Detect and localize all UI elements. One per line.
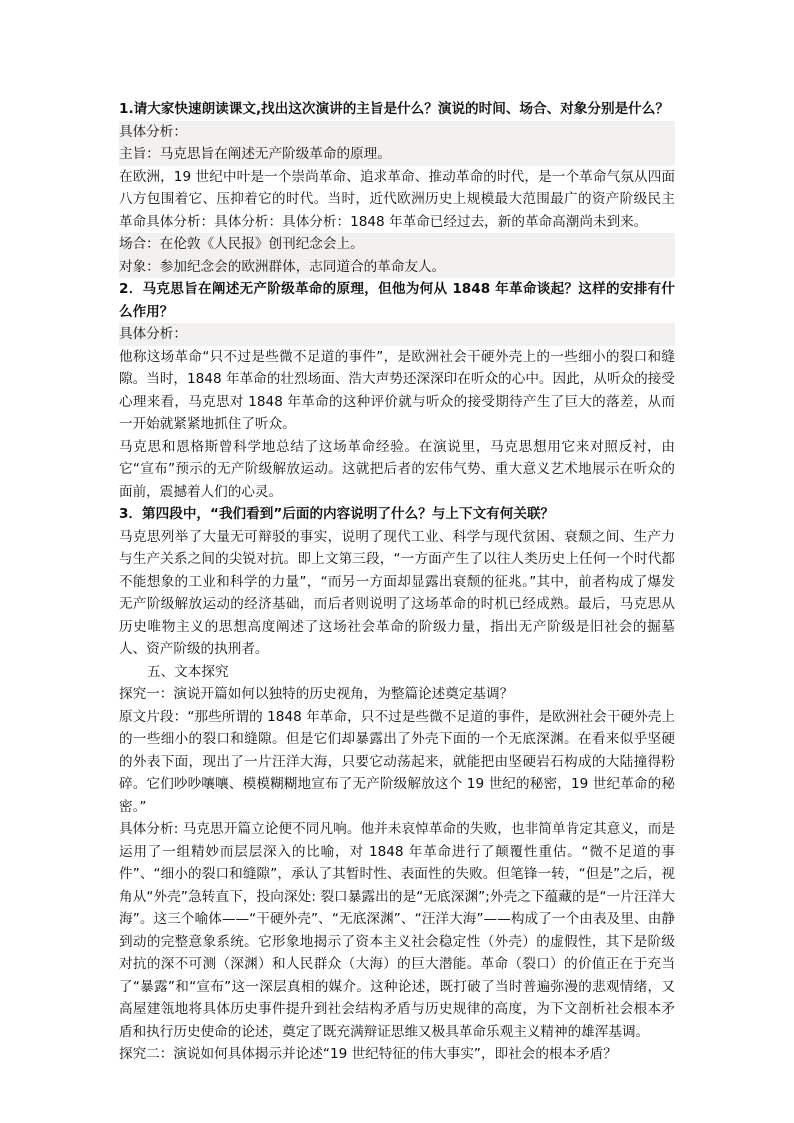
exploration-1-heading: 探究一：演说开篇如何以独特的历史视角，为整篇论述奠定基调？ bbox=[119, 686, 514, 702]
source-excerpt: 原文片段：“那些所谓的 1848 年革命，只不过是些微不足道的事件，是欧洲社会干硬外壳上的一些细小的裂口和缝隙。但是它们却暴露出了外壳下面的一个无底深渊。在看来似乎坚硬的外表下面，现出了一片汪洋大海，只要它动荡起来，就能把由坚硬岩石构成的大陆撞得粉碎。它们吵吵嚷嚷、模模糊糊地宣布了无产阶级解放这个 19 世纪的秘密，19 世纪革命的秘密。” bbox=[119, 708, 675, 815]
question-2-answer-paragraph: 马克思和恩格斯曾科学地总结了这场革命经验。在演说里，马克思想用它来对照反衬，由它“宣布”预示的无产阶级解放运动。这就把后者的宏伟气势、重大意义艺术地展示在听众的面前，震撼着人们的心灵。 bbox=[119, 438, 675, 500]
occasion-answer: 场合：在伦敦《人民报》创刊纪念会上。 bbox=[119, 233, 675, 256]
question-3-heading: 3．第四段中，“我们看到”后面的内容说明了什么？与上下文有何关联？ bbox=[119, 506, 555, 522]
exploration-2-heading: 探究二：演说如何具体揭示并论述“19 世纪特征的伟大事实”，即社会的根本矛盾？ bbox=[119, 1046, 617, 1062]
question-2-answer-paragraph: 他称这场革命“只不过是些微不足道的事件”，是欧洲社会干硬外壳上的一些细小的裂口和缝隙。当时，1848 年革命的壮烈场面、浩大声势还深深印在听众的心中。因此，从听众的接受心理来看，马克思对 1848 年革命的这种评价就与听众的接受期待产生了巨大的落差，从而一开始就紧紧地抓住了听众。 bbox=[119, 348, 675, 432]
question-3-answer-paragraph: 马克思列举了大量无可辩驳的事实，说明了现代工业、科学与现代贫困、衰颓之间、生产力与生产关系之间的尖锐对抗。即上文第三段，“一方面产生了以往人类历史上任何一个时代都不能想象的工业和科学的力量”，“而另一方面却显露出衰颓的征兆。”其中，前者构成了爆发无产阶级解放运动的经济基础，而后者则说明了这场革命的时机已经成熟。最后，马克思从历史唯物主义的思想高度阐述了这场社会革命的阶级力量，指出无产阶级是旧社会的掘墓人、资产阶级的执刑者。 bbox=[119, 528, 675, 657]
time-answer: 在欧洲，19 世纪中叶是一个崇尚革命、追求革命、推动革命的时代，是一个革命气氛从四面八方包围着它、压抑着它的时代。当时，近代欧洲历史上规模最大范围最广的资产阶级民主革命具体分析：具体分析：具体分析：1848 年革命已经过去，新的革命高潮尚未到来。 bbox=[119, 168, 675, 230]
question-1-heading: 1.请大家快速朗读课文,找出这次演讲的主旨是什么？演说的时间、场合、对象分别是什么？ bbox=[119, 101, 669, 117]
document-page bbox=[119, 98, 675, 1066]
theme-answer: 主旨：马克思旨在阐述无产阶级革命的原理。 bbox=[119, 143, 675, 166]
section-heading: 五、文本探究 bbox=[147, 663, 229, 680]
exploration-1-analysis: 具体分析: 马克思开篇立论便不同凡响。他并未哀悼革命的失败，也非简单肯定其意义，而是运用了一组精妙而层层深入的比喻，对 1848 年革命进行了颠覆性重估。“微不足道的事件”、“细小的裂口和缝隙”，承认了其暂时性、表面性的失败。但笔锋一转，“但是”之后，视角从“外壳”急转直下，投向深处: 裂口暴露出的是“无底深渊”;外壳之下蕴藏的是“一片汪洋大海”。这三个喻体——“干硬外壳”、“无底深渊”、“汪洋大海”——构成了一个由表及里、由静到动的完整意象系统。它形象地揭示了资本主义社会稳定性（外壳）的虚假性，其下是阶级对抗的深不可测（深渊）和人民群众（大海）的巨大潜能。革命（裂口）的价值正在于充当了“暴露”和“宣布”这一深层真相的媒介。这种论述，既打破了当时普遍弥漫的悲观情绪，又高屋建瓴地将具体历史事件提升到社会结构矛盾与历史规律的高度，为下文剖析社会根本矛盾和执行历史使命的论述，奠定了既充满辩证思维又极具革命乐观主义精神的雄浑基调。 bbox=[119, 821, 675, 1040]
analysis-label: 具体分析： bbox=[119, 121, 675, 144]
question-2-heading: 2．马克思旨在阐述无产阶级革命的原理，但他为何从 1848 年革命谈起？这样的安排有什么作用？ bbox=[119, 281, 675, 320]
analysis-label: 具体分析： bbox=[119, 323, 675, 346]
audience-answer: 对象：参加纪念会的欧洲群体，志同道合的革命友人。 bbox=[119, 256, 675, 279]
